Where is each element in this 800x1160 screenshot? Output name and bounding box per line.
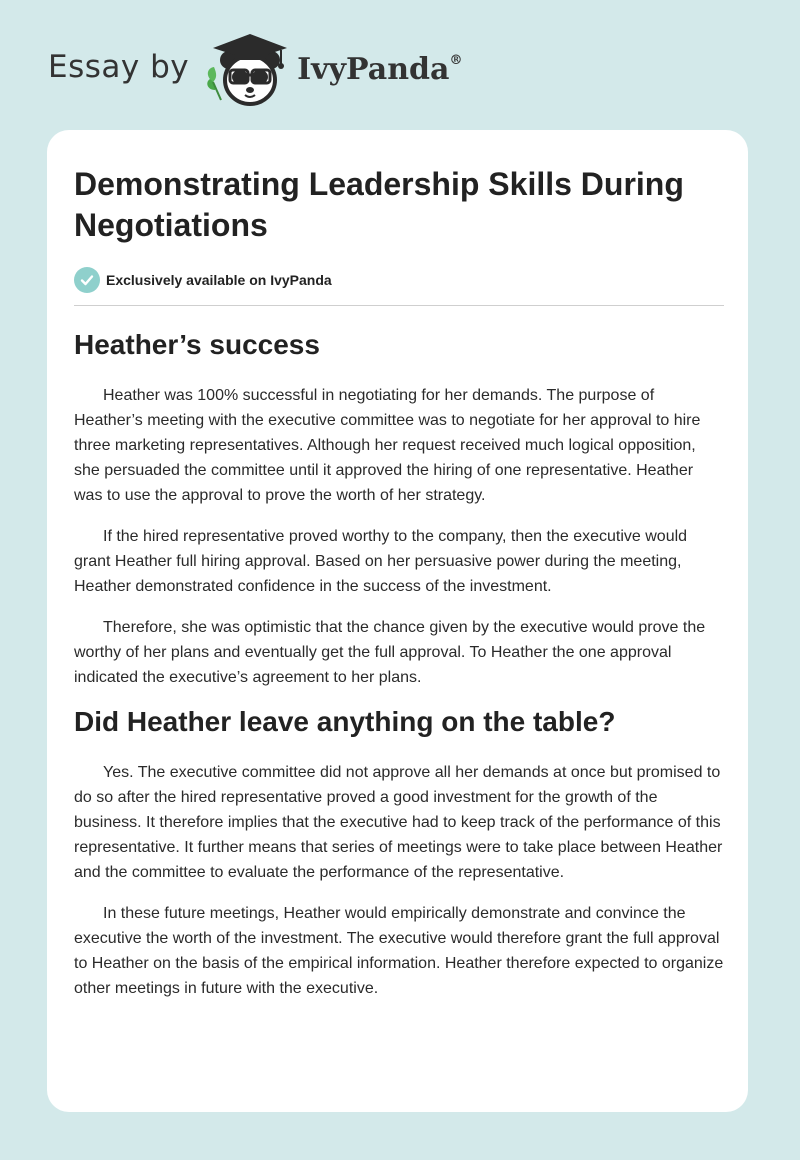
availability-text: Exclusively available on IvyPanda [106, 272, 332, 288]
availability-badge [74, 266, 724, 294]
essay-by-label: Essay by [48, 49, 190, 85]
paragraph: Yes. The executive committee did not approve all her demands at once but promised to do so after the hired representative proved a good investment for the growth of the business. It therefore implies that the executive had to keep track of the performance of this representative. It further means that series of meetings were to take place between Heather and the committee to evaluate the performance of the representative. [74, 764, 723, 881]
essay-content [74, 164, 724, 1001]
paragraph: Therefore, she was optimistic that the chance given by the executive would prove the worthy of her plans and eventually get the full approval. To Heather the one approval indicated the executive’s agreement to her plans. [74, 619, 706, 686]
paragraph: If the hired representative proved worthy to the company, then the executive would grant Heather full hiring approval. Based on her persuasive power during the meeting, Heather demonstrated confidence in the success of the investment. [74, 528, 688, 595]
section-heading: Heather’s success [74, 329, 320, 360]
registered-mark: ® [449, 52, 463, 68]
check-circle-icon [74, 267, 100, 293]
essay-title: Demonstrating Leadership Skills During Negotiations [74, 166, 684, 243]
paragraph: Heather was 100% successful in negotiating for her demands. The purpose of Heather’s meeting with the executive committee was to negotiate for her approval to hire three marketing representatives. Although her request received much logical opposition, she persuaded the committee until it approved the hiring of one representative. Heather was to use the approval to prove the worth of her strategy. [74, 387, 701, 504]
panda-graduate-icon [201, 30, 293, 110]
site-header [48, 30, 462, 110]
brand-name[interactable]: IvyPanda® [297, 51, 463, 87]
section-heading: Did Heather leave anything on the table? [74, 706, 616, 737]
paragraph: In these future meetings, Heather would empirically demonstrate and convince the executive the worth of the investment. The executive would therefore grant the full approval to Heather on the basis of the empirical information. Heather therefore expected to organize other meetings in future with the executive. [74, 905, 724, 997]
title-divider [74, 305, 724, 306]
essay-card [47, 130, 748, 1112]
